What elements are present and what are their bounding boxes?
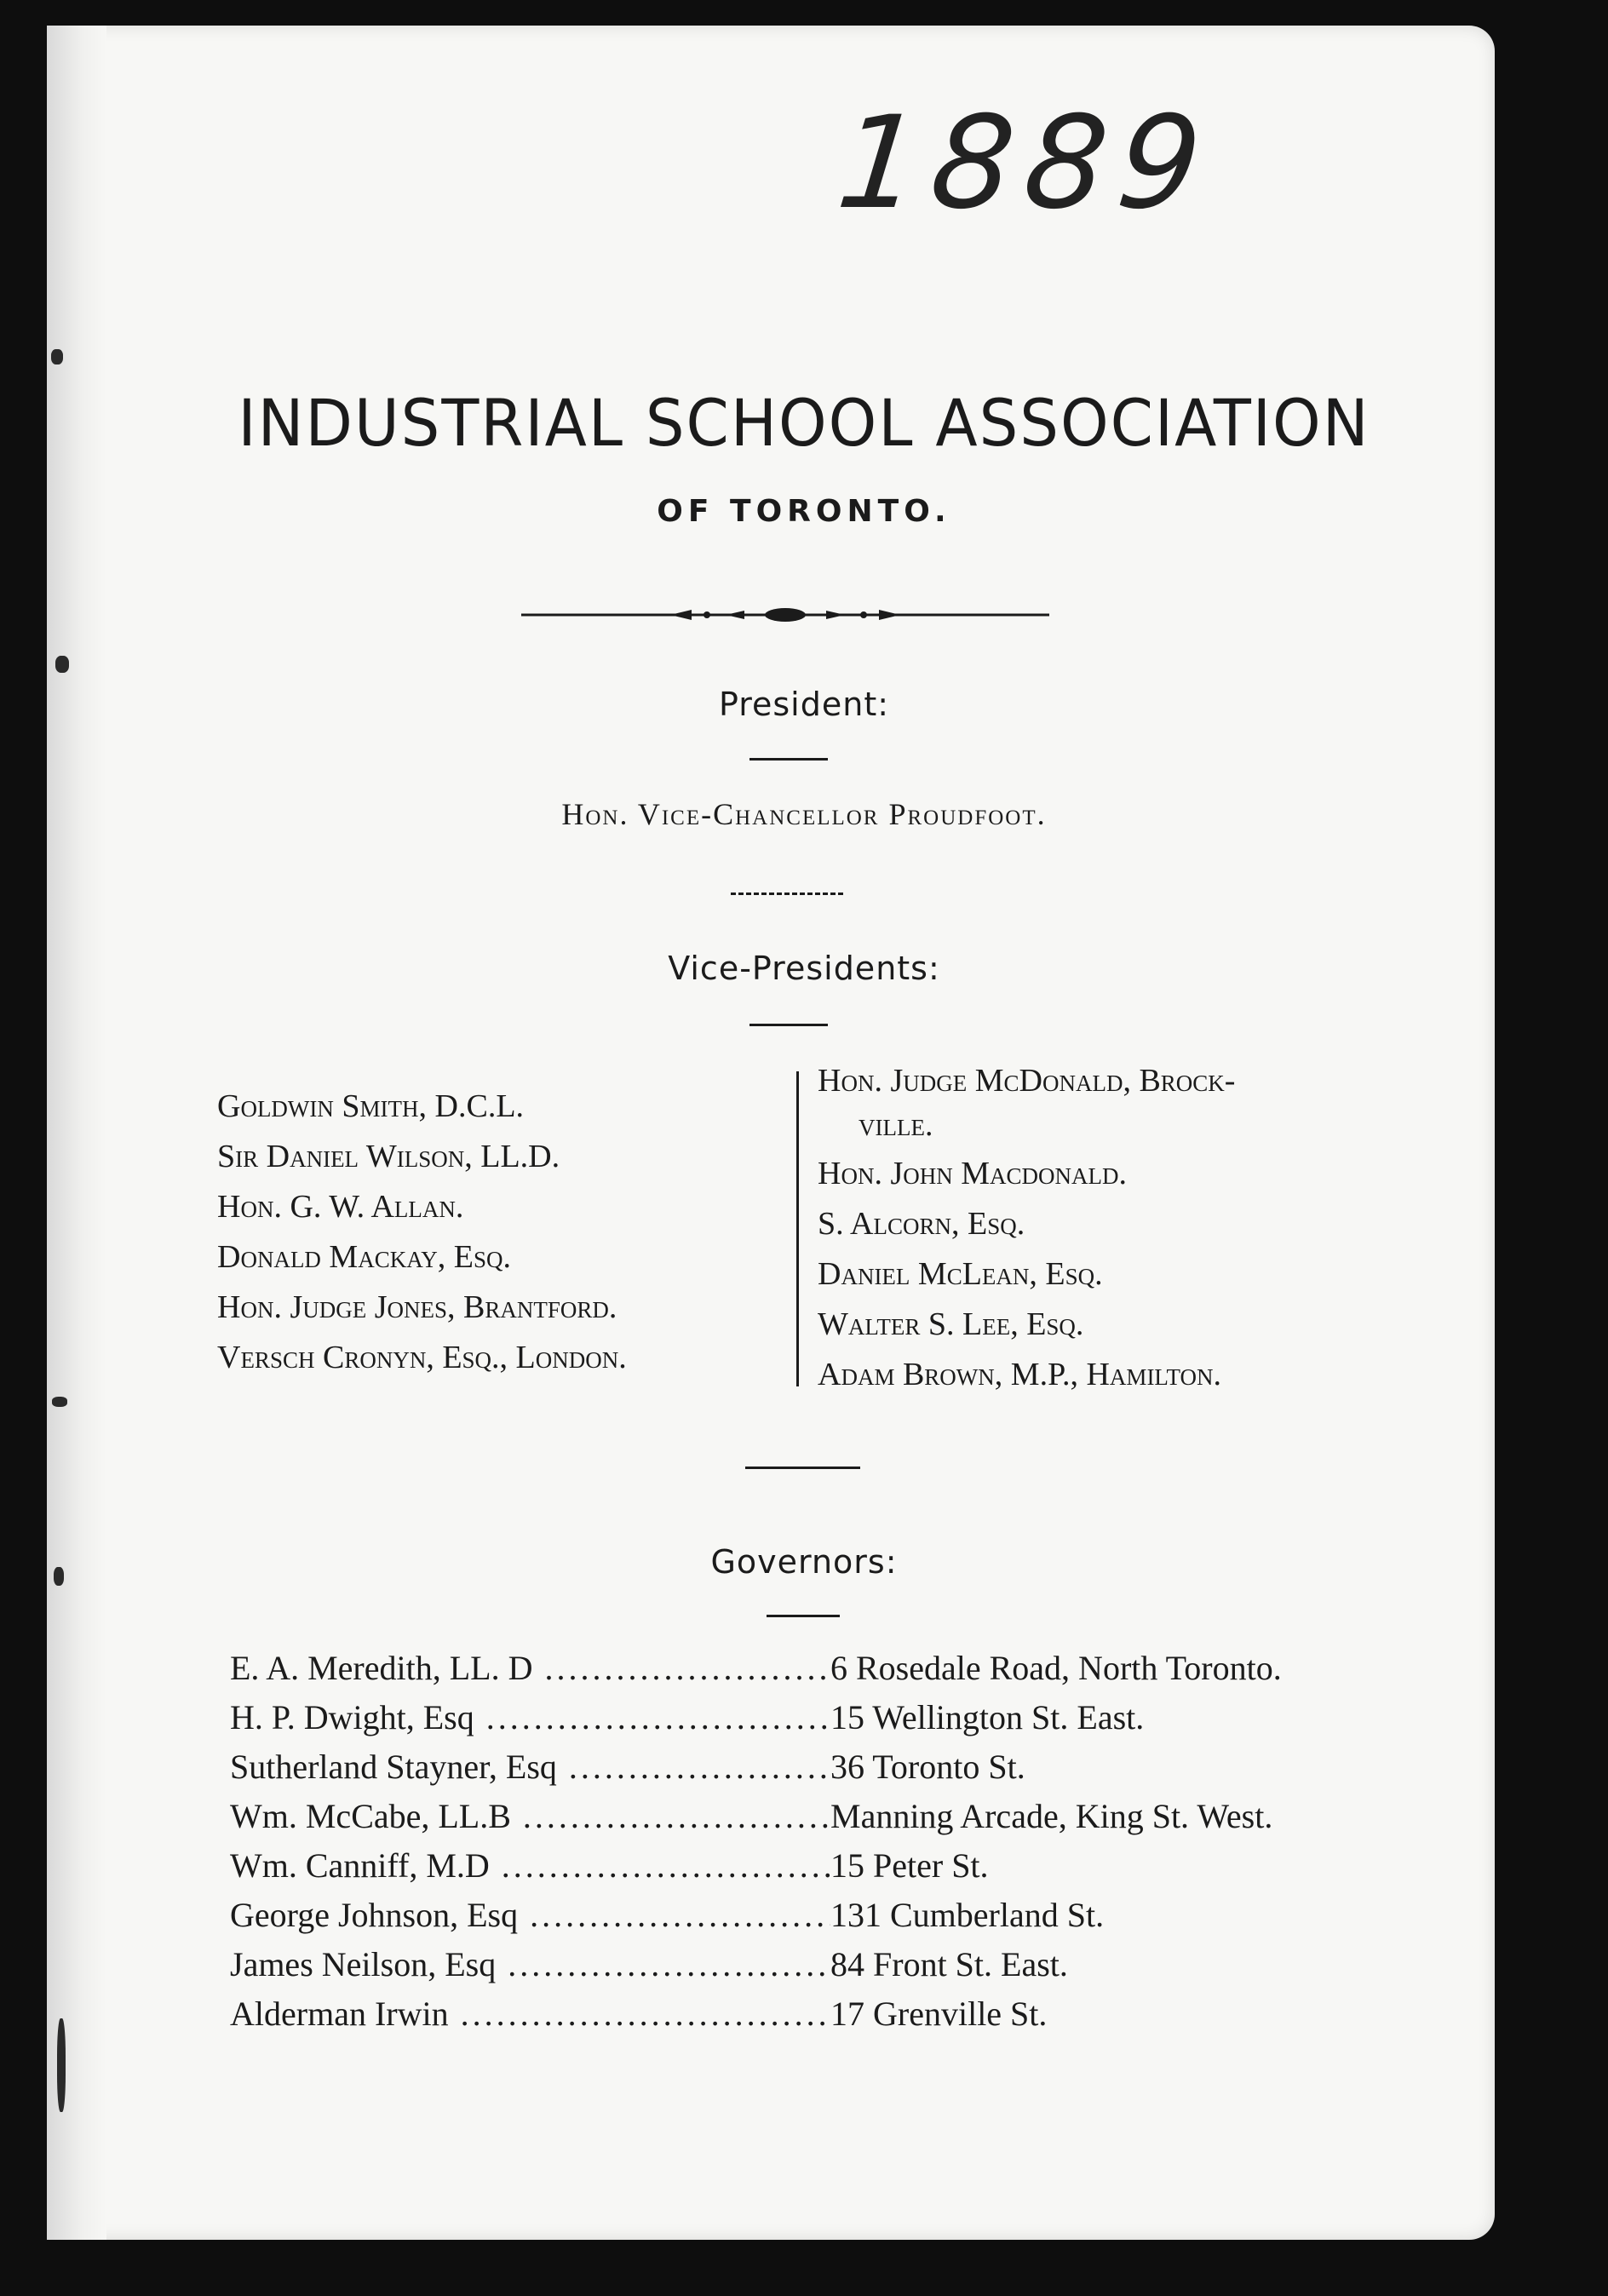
list-item — [230, 1644, 1405, 1693]
section-rule — [767, 1615, 840, 1617]
governors-heading: Governors: — [710, 1543, 898, 1581]
column-divider — [796, 1071, 799, 1386]
section-rule — [749, 758, 828, 761]
vice-president-name: S. Alcorn, Esq. — [818, 1206, 1025, 1242]
governor-address: 15 Wellington St. East. — [830, 1698, 1145, 1736]
governor-address: 15 Peter St. — [830, 1846, 989, 1885]
vice-president-name: Hon. Judge McDonald, Brock- — [818, 1063, 1236, 1099]
binding-mark — [52, 1397, 67, 1407]
vice-presidents-right-column — [818, 1056, 1235, 1400]
binding-mark — [55, 656, 69, 673]
list-item — [230, 1891, 1405, 1940]
governor-address: 17 Grenville St. — [830, 1995, 1048, 2033]
president-name: Hon. Vice-Chancellor Proudfoot. — [561, 797, 1047, 831]
document-subtitle: OF TORONTO. — [657, 494, 951, 529]
vice-president-name: Daniel McLean, Esq. — [818, 1256, 1103, 1292]
vice-president-name: Hon. John Macdonald. — [818, 1156, 1128, 1191]
governor-name: H. P. Dwight, Esq ..... — [230, 1693, 830, 1742]
list-item — [230, 1792, 1405, 1841]
list-item — [230, 1693, 1405, 1742]
vice-president-name: Adam Brown, M.P., Hamilton. — [818, 1357, 1221, 1392]
list-item — [230, 1742, 1405, 1792]
document-title: INDUSTRIAL SCHOOL ASSOCIATION — [238, 385, 1370, 462]
governor-name: E. A. Meredith, LL. D ..... — [230, 1644, 830, 1693]
vice-president-name: Walter S. Lee, Esq. — [818, 1306, 1084, 1342]
section-rule — [745, 1467, 860, 1469]
list-item — [230, 1989, 1405, 2039]
governors-list — [230, 1644, 1405, 2039]
vice-president-name: Donald Mackay, Esq. — [217, 1239, 511, 1275]
binding-mark — [51, 349, 63, 364]
governor-address: 84 Front St. East. — [830, 1945, 1068, 1983]
list-item — [230, 1940, 1405, 1989]
vice-president-name: Versch Cronyn, Esq., London. — [217, 1340, 627, 1375]
governor-name: Wm. Canniff, M.D ..... — [230, 1841, 830, 1891]
governor-name: Wm. McCabe, LL.B ..... — [230, 1792, 830, 1841]
vice-president-name: Goldwin Smith, D.C.L. — [217, 1088, 525, 1124]
section-rule — [749, 1024, 828, 1026]
governor-name: James Neilson, Esq ..... — [230, 1940, 830, 1989]
governor-name: George Johnson, Esq ..... — [230, 1891, 830, 1940]
governor-address: 36 Toronto St. — [830, 1748, 1025, 1786]
section-dashed-rule — [731, 893, 843, 895]
president-heading: President: — [718, 686, 890, 723]
ornamental-divider — [521, 602, 1049, 628]
vice-presidents-heading: Vice-Presidents: — [668, 950, 940, 987]
vice-president-name: Sir Daniel Wilson, LL.D. — [217, 1139, 560, 1174]
vice-president-name: Hon. G. W. Allan. — [217, 1189, 464, 1225]
list-item — [230, 1841, 1405, 1891]
governor-address: 6 Rosedale Road, North Toronto. — [830, 1649, 1282, 1687]
governor-address: Manning Arcade, King St. West. — [830, 1797, 1273, 1835]
vice-president-name: Hon. Judge Jones, Brantford. — [217, 1289, 617, 1325]
governor-name: Alderman Irwin ..... — [230, 1989, 830, 2039]
vice-president-name-continuation: ville. — [859, 1107, 933, 1143]
handwritten-year: 1889 — [830, 89, 1220, 238]
governor-address: 131 Cumberland St. — [830, 1896, 1105, 1934]
binding-mark — [57, 2018, 66, 2112]
governor-name: Sutherland Stayner, Esq ..... — [230, 1742, 830, 1792]
vice-presidents-left-column — [217, 1082, 627, 1383]
